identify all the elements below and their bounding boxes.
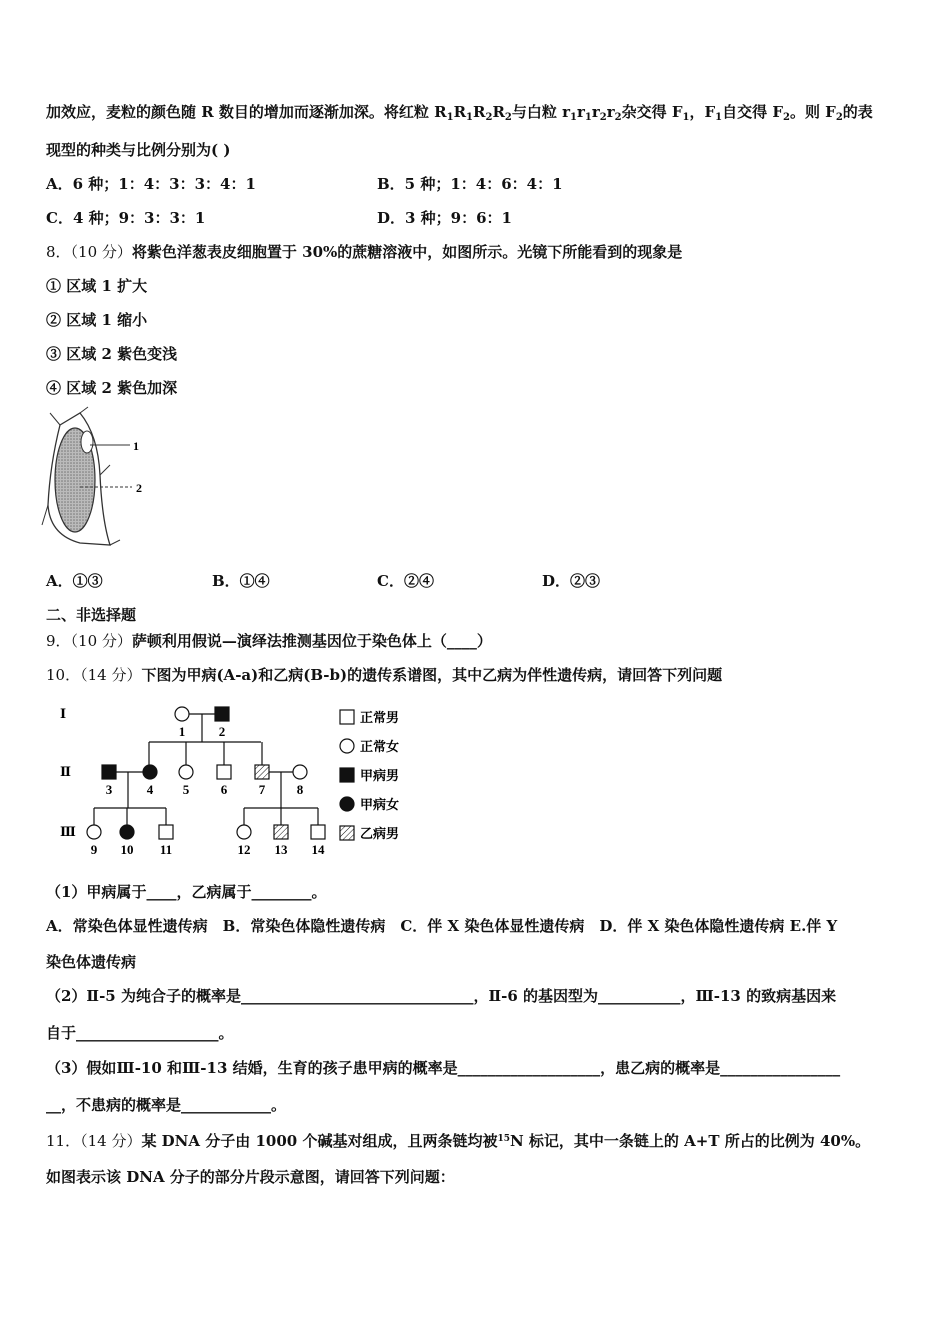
sub: 2	[782, 112, 790, 123]
generation-label: Ⅱ	[60, 764, 71, 779]
q8-item-2: ② 区域 1 缩小	[46, 311, 148, 329]
text: 的表	[842, 103, 873, 121]
q11-stem-line2: 如图表示该 DNA 分子的部分片段示意图，请回答下列问题：	[46, 1168, 455, 1186]
section-heading: 二、非选择题	[46, 606, 137, 624]
individual-label: 14	[311, 842, 325, 857]
sub: 1	[715, 112, 723, 123]
individual-label: 10	[120, 842, 134, 857]
individual-label: 12	[237, 842, 251, 857]
q10-part2-cont: 自于___________________。	[46, 1024, 234, 1042]
individual-7	[255, 765, 269, 779]
question-number: 11．（14 分）	[46, 1132, 142, 1150]
sub: 2	[835, 112, 843, 123]
sub: 1	[570, 112, 577, 123]
legend-symbol-5	[340, 826, 354, 840]
text: 加效应，麦粒的颜色随 R 数目的增加而逐渐加深。将红粒 R	[46, 103, 447, 121]
sub: 1	[584, 112, 592, 123]
legend-symbol-3	[340, 768, 354, 782]
legend-symbol-4	[340, 797, 354, 811]
individual-14	[311, 825, 325, 839]
q8-option-a[interactable]: A．①③	[46, 572, 103, 590]
text: 杂交得 F	[621, 103, 683, 121]
legend-symbol-1	[340, 710, 354, 724]
q7-stem-line2: 现型的种类与比例分别为( )	[46, 141, 231, 159]
legend-label: 甲病男	[360, 768, 400, 783]
legend-label: 正常男	[360, 710, 400, 725]
q8-option-d[interactable]: D．②③	[542, 572, 601, 590]
question-number: 9．（10 分）	[46, 632, 132, 650]
question-text: 某 DNA 分子由 1000 个碱基对组成，且两条链均被	[141, 1132, 498, 1150]
text: r	[577, 103, 585, 121]
question-number: 8．（10 分）	[46, 243, 132, 261]
legend-symbol-2	[340, 739, 354, 753]
q10-part1: （1）甲病属于____，乙病属于________。	[46, 883, 327, 901]
individual-13	[274, 825, 288, 839]
individual-label: 3	[105, 782, 113, 797]
individual-9	[87, 825, 101, 839]
pedigree-chart	[0, 0, 450, 870]
superscript: 15	[497, 1134, 510, 1144]
q8-item-3: ③ 区域 2 紫色变浅	[46, 345, 178, 363]
individual-label: 8	[296, 782, 304, 797]
individual-label: 9	[90, 842, 98, 857]
q7-option-c[interactable]: C．4 种；9：3：3：1	[46, 209, 206, 227]
text: R	[473, 103, 486, 121]
individual-label: 5	[182, 782, 190, 797]
text: r	[606, 103, 615, 121]
question-number: 10．（14 分）	[46, 666, 142, 684]
generation-label: Ⅰ	[60, 706, 67, 721]
q10-part3-cont: __，不患病的概率是____________。	[46, 1096, 287, 1114]
question-text: N 标记，其中一条链上的 A+T 所占的比例为 40%。	[509, 1132, 871, 1150]
individual-10	[120, 825, 134, 839]
legend-label: 正常女	[360, 739, 400, 754]
individual-12	[237, 825, 251, 839]
individual-4	[143, 765, 157, 779]
q7-option-b[interactable]: B．5 种；1：4：6：4：1	[377, 175, 563, 193]
text: r	[591, 103, 600, 121]
question-text: 将紫色洋葱表皮细胞置于 30%的蔗糖溶液中，如图所示。光镜下所能看到的现象是	[131, 243, 683, 261]
sub: 2	[504, 112, 512, 123]
q10-part3: （3）假如Ⅲ-10 和Ⅲ-13 结婚，生育的孩子患甲病的概率是___________________，患乙病的概率是________________	[46, 1059, 841, 1077]
label-2: 2	[136, 481, 142, 495]
q8-item-4: ④ 区域 2 紫色加深	[46, 379, 178, 397]
q7-option-d[interactable]: D．3 种；9：6：1	[377, 209, 512, 227]
text: ，F	[689, 103, 716, 121]
q11-stem	[46, 1130, 870, 1150]
q10-part1-options-cont: 染色体遗传病	[46, 953, 137, 971]
individual-5	[179, 765, 193, 779]
legend-label: 乙病男	[360, 826, 400, 841]
text: R	[453, 103, 467, 121]
individual-3	[102, 765, 116, 779]
individual-label: 2	[218, 724, 226, 739]
individual-2	[215, 707, 229, 721]
individual-6	[217, 765, 231, 779]
individual-label: 7	[258, 782, 266, 797]
text: R	[492, 103, 505, 121]
sub: 1	[446, 112, 454, 123]
individual-11	[159, 825, 173, 839]
q8-item-1: ① 区域 1 扩大	[46, 277, 148, 295]
sub: 1	[682, 112, 690, 123]
sub: 2	[599, 112, 607, 123]
q7-option-a[interactable]: A．6 种；1：4：3：3：4：1	[46, 175, 256, 193]
question-text: 萨顿利用假说—演绎法推测基因位于染色体上（____）	[131, 632, 492, 650]
individual-label: 1	[178, 724, 186, 739]
sub: 1	[466, 112, 474, 123]
legend-label: 甲病女	[360, 797, 400, 812]
individual-1	[175, 707, 189, 721]
individual-label: 4	[146, 782, 154, 797]
text: 。则 F	[789, 103, 836, 121]
question-text: 下图为甲病(A-a)和乙病(B-b)的遗传系谱图，其中乙病为伴性遗传病，请回答下列问题	[141, 666, 723, 684]
individual-label: 11	[159, 842, 173, 857]
individual-label: 6	[220, 782, 228, 797]
text: 自交得 F	[722, 103, 783, 121]
individual-8	[293, 765, 307, 779]
q10-part2: （2）Ⅱ-5 为纯合子的概率是_______________________________，Ⅱ-6 的基因型为___________，Ⅲ-13 的致病基因来	[46, 987, 837, 1005]
q8-option-c[interactable]: C．②④	[377, 572, 434, 590]
label-1: 1	[133, 439, 139, 453]
generation-label: Ⅲ	[60, 824, 76, 839]
text: 与白粒 r	[511, 103, 571, 121]
individual-label: 13	[274, 842, 288, 857]
sub: 2	[485, 112, 493, 123]
q8-option-b[interactable]: B．①④	[212, 572, 270, 590]
sub: 2	[614, 112, 622, 123]
q10-part1-options: A．常染色体显性遗传病 B．常染色体隐性遗传病 C．伴 X 染色体显性遗传病 D．伴 X 染色体隐性遗传病 E.伴 Y	[46, 917, 838, 935]
